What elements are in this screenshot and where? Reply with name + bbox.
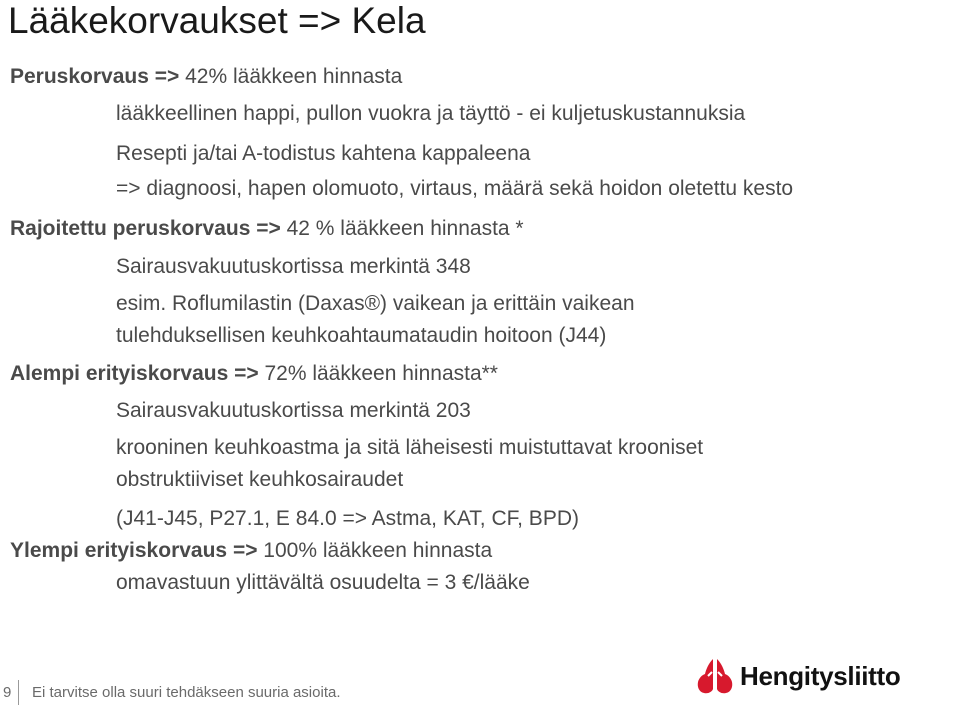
line-rajoitettu [10, 216, 524, 242]
footer-note: Ei tarvitse olla suuri tehdäkseen suuria asioita. [32, 684, 341, 701]
line-resepti [116, 141, 530, 167]
line-merkinta-203 [116, 398, 471, 424]
line-text: krooninen keuhkoastma ja sitä läheisesti muistuttavat krooniset [116, 436, 704, 459]
line-text: lääkkeellinen happi, pullon vuokra ja täyttö - ei kuljetuskustannuksia [116, 102, 746, 125]
line-merkinta-348 [116, 254, 471, 280]
line-text: 72% lääkkeen hinnasta** [258, 362, 498, 385]
line-alempi [10, 361, 498, 387]
line-obstruktiiviset [116, 467, 403, 493]
line-ylempi [10, 538, 492, 564]
line-text: 42 % lääkkeen hinnasta * [280, 217, 524, 240]
line-text: 42% lääkkeen hinnasta [179, 65, 403, 88]
line-bold: Peruskorvaus => [10, 65, 180, 88]
line-diagnoosikoodit [116, 506, 579, 532]
line-text: tulehduksellisen keuhkoahtaumataudin hoitoon (J44) [116, 324, 607, 347]
logo-wordmark: Hengitysliitto [740, 660, 901, 691]
lungs-logo-icon [696, 656, 734, 696]
line-roflumilast [116, 291, 635, 317]
line-text: obstruktiiviset keuhkosairaudet [116, 468, 404, 491]
slide-title: Lääkekorvaukset => Kela [8, 0, 426, 41]
line-text: Resepti ja/tai A-todistus kahtena kappaleena [116, 142, 531, 165]
footer-divider [18, 680, 19, 705]
line-text: => diagnoosi, hapen olomuoto, virtaus, määrä sekä hoidon oletettu kesto [116, 177, 794, 200]
page-number: 9 [3, 684, 12, 701]
line-text: (J41-J45, P27.1, E 84.0 => Astma, KAT, CF, BPD) [116, 507, 579, 530]
line-peruskorvaus [10, 64, 402, 90]
line-text: Sairausvakuutuskortissa merkintä 203 [116, 399, 471, 422]
line-text: esim. Roflumilastin (Daxas®) vaikean ja erittäin vaikean [116, 292, 635, 315]
line-bold: Ylempi erityiskorvaus => [10, 539, 258, 562]
line-bold: Alempi erityiskorvaus => [10, 362, 259, 385]
line-keuhkoahtauma [116, 323, 606, 349]
line-text: Sairausvakuutuskortissa merkintä 348 [116, 255, 471, 278]
line-text: 100% lääkkeen hinnasta [257, 539, 493, 562]
line-happi [116, 101, 745, 127]
line-keuhkoastma [116, 435, 703, 461]
line-omavastuu [116, 570, 530, 596]
hengitysliitto-logo [696, 656, 900, 696]
line-diagnoosi [116, 176, 793, 202]
line-bold: Rajoitettu peruskorvaus => [10, 217, 281, 240]
line-text: omavastuun ylittävältä osuudelta = 3 €/lääke [116, 571, 530, 594]
